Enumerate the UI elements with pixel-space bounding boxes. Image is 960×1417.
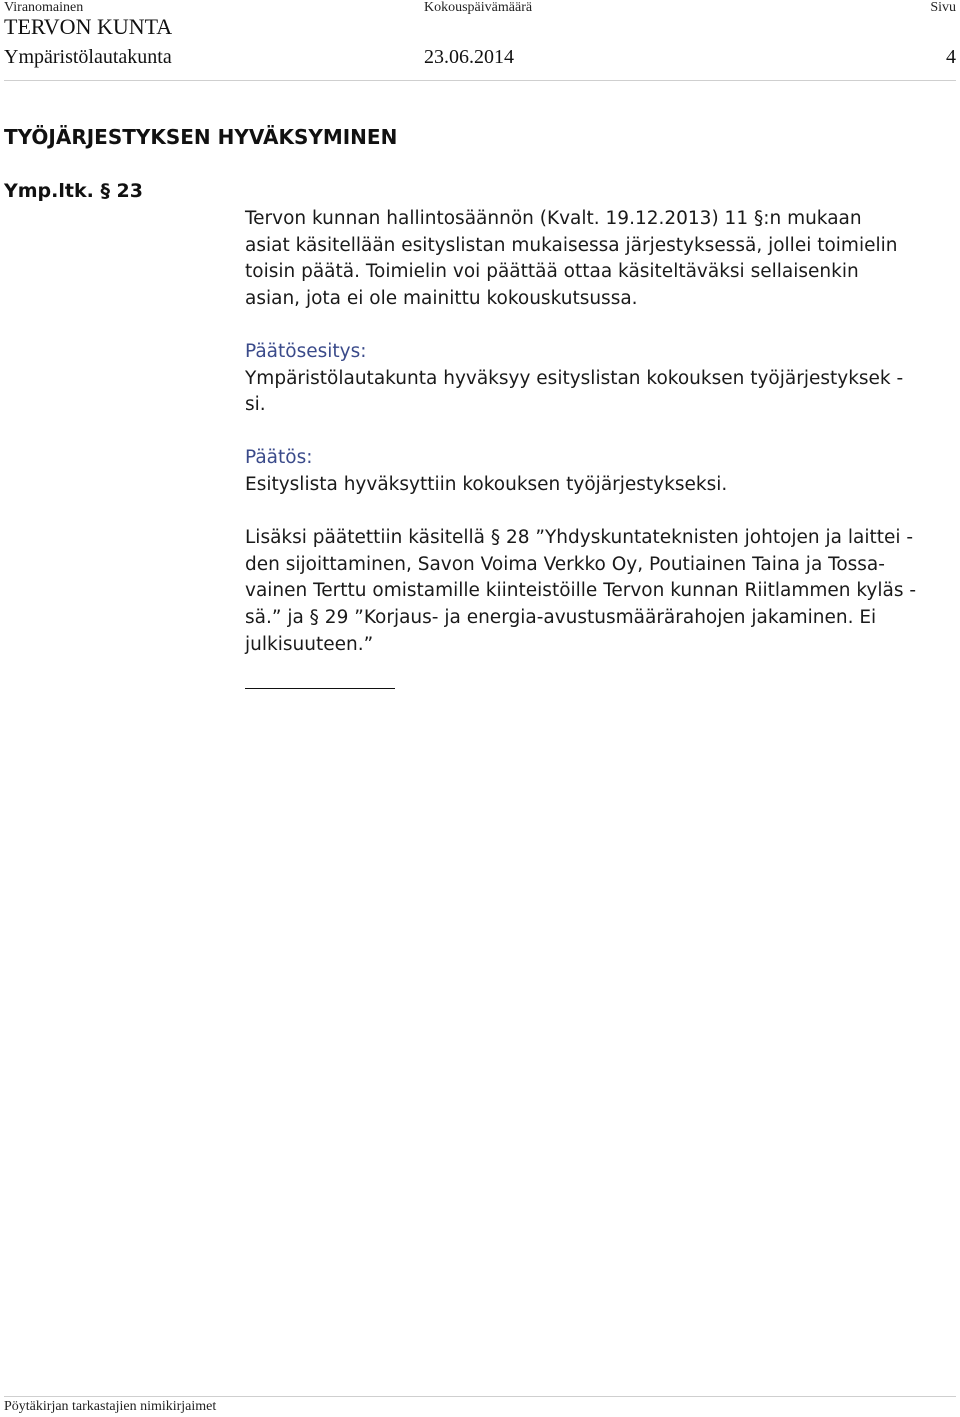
signature-line	[245, 688, 395, 689]
organization-name: TERVON KUNTA	[4, 14, 173, 39]
decision-line: Esityslista hyväksyttiin kokouksen työjärjestykseksi.	[245, 473, 728, 495]
addition-line: julkisuuteen.”	[245, 633, 374, 655]
proposal-label: Päätösesitys:	[245, 340, 367, 362]
page-footer	[0, 1396, 960, 1417]
page-label: Sivu	[930, 0, 956, 15]
addition-line: Lisäksi päätettiin käsitellä § 28 ”Yhdyskuntateknisten johtojen ja laittei -	[245, 527, 914, 549]
page-number: 4	[946, 46, 956, 68]
paragraph-gap	[245, 499, 957, 526]
meeting-date-label: Kokouspäivämäärä	[424, 0, 533, 15]
addition-line: sä.” ja § 29 ”Korjaus- ja energia-avustusmäärärahojen jakaminen. Ei	[245, 606, 877, 628]
footer-divider	[4, 1396, 956, 1397]
proposal-line: si.	[245, 394, 266, 416]
section-heading: TYÖJÄRJESTYKSEN HYVÄKSYMINEN	[4, 125, 398, 149]
footer-text: Pöytäkirjan tarkastajien nimikirjaimet	[4, 1399, 217, 1414]
header-divider	[4, 80, 956, 81]
meeting-date: 23.06.2014	[424, 46, 514, 68]
proposal-line: Ympäristölautakunta hyväksyy esityslistan kokouksen työjärjestyksek -	[245, 367, 904, 389]
addition-line: den sijoittaminen, Savon Voima Verkko Oy, Poutiainen Taina ja Tossa-	[245, 553, 885, 575]
authority-label: Viranomainen	[4, 0, 84, 15]
decision-label: Päätös:	[245, 447, 313, 469]
intro-line: toisin päätä. Toimielin voi päättää ottaa käsiteltäväksi sellaisenkin	[245, 261, 859, 283]
addition-line: vainen Terttu omistamille kiinteistöille Tervon kunnan Riitlammen kyläs -	[245, 580, 917, 602]
page-header	[0, 0, 960, 84]
document-body	[245, 206, 957, 689]
board-name: Ympäristölautakunta	[4, 46, 172, 68]
section-reference: Ymp.ltk. § 23	[4, 180, 143, 202]
intro-line: asiat käsitellään esityslistan mukaisessa järjestyksessä, jollei toimielin	[245, 234, 898, 256]
paragraph-gap	[245, 419, 957, 446]
paragraph-gap	[245, 312, 957, 339]
intro-line: Tervon kunnan hallintosäännön (Kvalt. 19.12.2013) 11 §:n mukaan	[245, 208, 862, 229]
intro-line: asian, jota ei ole mainittu kokouskutsussa.	[245, 287, 638, 309]
